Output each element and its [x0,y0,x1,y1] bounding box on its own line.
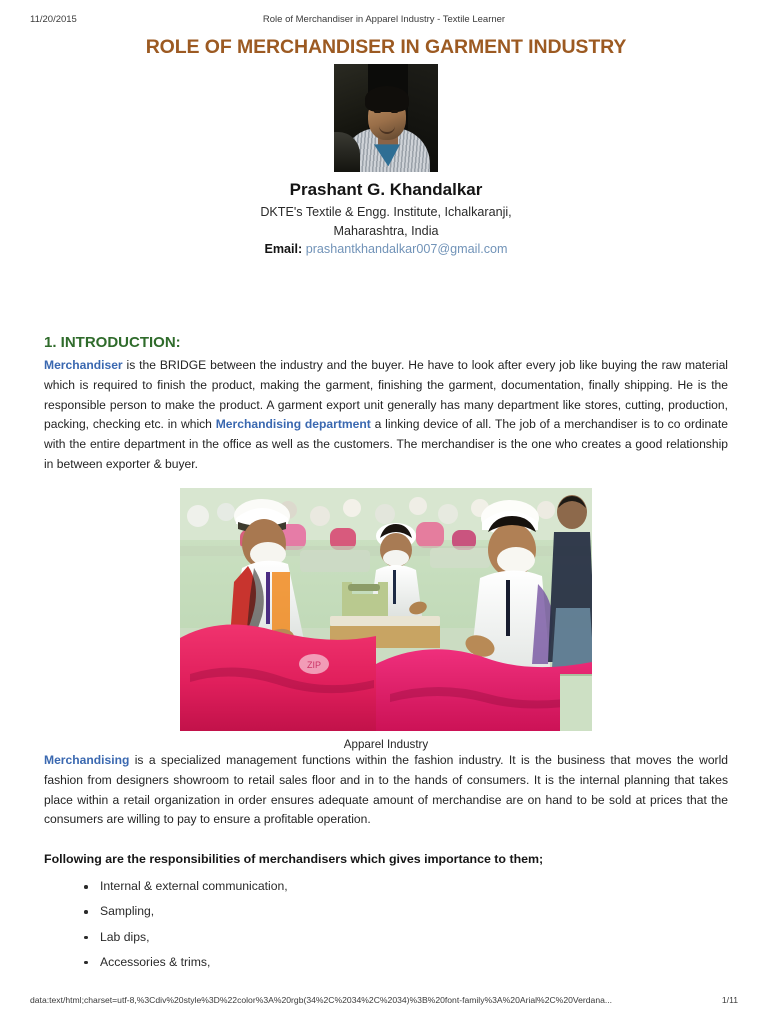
author-affiliation-line-1: DKTE's Textile & Engg. Institute, Ichalkaranji, [260,205,512,220]
figure-apparel-industry [44,488,728,751]
list-item: Lab dips, [84,931,728,943]
responsibilities-list [44,880,728,968]
factory-photo-illustration [180,488,592,731]
email-link[interactable]: prashantkhandalkar007@gmail.com [305,241,508,256]
merchandising-paragraph-text: is a specialized management functions within the fashion industry. It is the business that moves the world fashion from designers showroom to retail sales floor and in to the hands of consumers. It is the internal planning that takes place within a retail organization in order ensures adequate amount of merchandise are on hand to be sold at prices that the consumers are willing to pay to ensure a profitable operation. [44,752,728,827]
svg-text:ZIP: ZIP [306,659,322,670]
author-portrait-image [334,64,438,172]
intro-text-part-1: is the BRIDGE between the industry and the buyer. He have to look after every job like buying the raw material which is required to finish the product, making the garment, finishing the garment, documentation, finally shipping. He is the responsible person to make the product. A garment export unit generally has many department like stores, cutting, production, packing, checking etc. in which [44,357,728,432]
responsibilities-heading: Following are the responsibilities of merchandisers which gives importance to them; [44,852,544,867]
author-name: Prashant G. Khandalkar [289,180,483,200]
print-header [0,14,768,28]
merchandising-paragraph [44,751,728,830]
apparel-industry-photo [180,488,592,731]
section-heading-introduction: 1. INTRODUCTION: [44,333,181,351]
list-item: Sampling, [84,905,728,917]
link-merchandiser[interactable]: Merchandiser [44,357,123,372]
document-body [44,36,728,981]
link-merchandising-department[interactable]: Merchandising department [215,417,371,432]
author-portrait-container [44,64,728,172]
author-email-line [44,242,728,256]
intro-text-part-2: a linking device of all. The job of a merchandiser is to co ordinate with the entire department in the office as well as the customers. The merchandiser is the one who creates a good relationship in between exporter & buyer. [44,417,728,472]
page-title: ROLE OF MERCHANDISER IN GARMENT INDUSTRY [145,36,627,58]
figure-caption: Apparel Industry [343,737,429,751]
print-header-date: 11/20/2015 [30,14,77,25]
link-merchandising[interactable]: Merchandising [44,752,130,767]
list-item: Accessories & trims, [84,956,728,968]
author-affiliation-line-2: Maharashtra, India [333,223,439,238]
print-footer [0,995,768,1009]
portrait-hair [365,86,409,112]
email-label: Email: [264,241,303,256]
list-item: Internal & external communication, [84,880,728,892]
print-footer-page-number: 1/11 [721,995,738,1005]
print-header-title: Role of Merchandiser in Apparel Industry - Textile Learner [262,14,506,25]
print-footer-url: data:text/html;charset=utf-8,%3Cdiv%20style%3D%22color%3A%20rgb(34%2C%2034%2C%2034)%3B%20font-family%3A%20Arial%2C%20Verdana... [30,995,613,1005]
intro-paragraph [44,356,728,475]
